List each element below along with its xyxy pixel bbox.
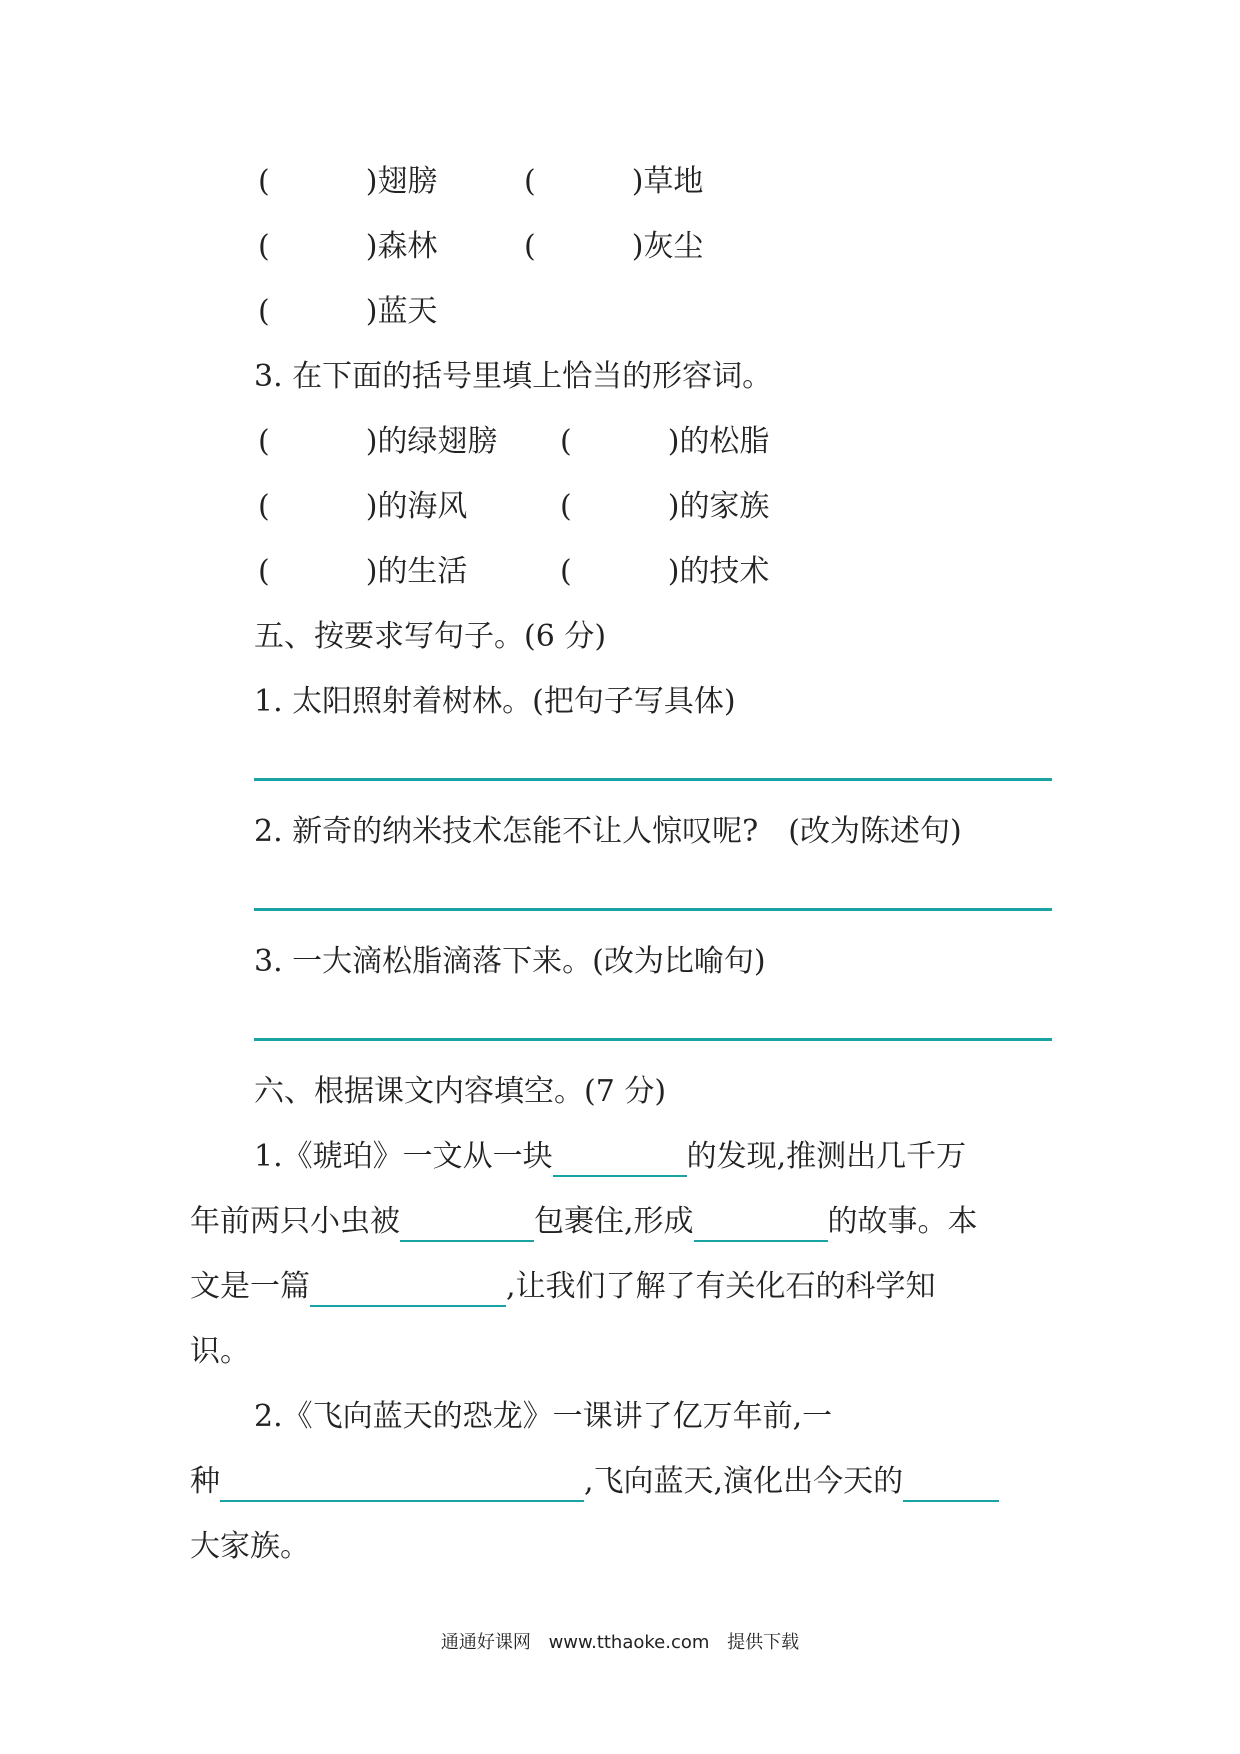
q2-item (258, 162, 437, 202)
text: 种 (190, 1464, 220, 1499)
footer-suffix: 提供下载 (727, 1632, 800, 1653)
section5-question: 3. 一大滴松脂滴落下来。(改为比喻句) (254, 944, 766, 979)
footer-url[interactable]: www.tthaoke.com (548, 1632, 710, 1653)
close-bracket: ) (365, 164, 378, 199)
q2-item (258, 292, 437, 332)
q2-item (524, 162, 703, 202)
text: 文是一篇 (190, 1269, 310, 1304)
q2-line (190, 1462, 999, 1502)
close-bracket: ) (365, 229, 378, 264)
answer-line[interactable] (254, 778, 1052, 781)
q3-item (560, 552, 769, 592)
fill-blank[interactable] (694, 1206, 828, 1242)
open-bracket: ( (560, 489, 572, 524)
section6-heading: 六、根据课文内容填空。(7 分) (254, 1074, 667, 1109)
q3-item (560, 487, 769, 527)
q3-item (258, 422, 497, 462)
footer-site-name: 通通好课网 (440, 1632, 531, 1653)
item-word: 灰尘 (643, 229, 704, 264)
answer-line[interactable] (254, 908, 1052, 911)
q3-item (258, 487, 467, 527)
open-bracket: ( (258, 554, 270, 589)
close-bracket: ) (365, 554, 378, 589)
fill-blank[interactable] (310, 1271, 506, 1307)
item-word: 草地 (643, 164, 704, 199)
text: 的发现,推测出几千万 (686, 1139, 967, 1174)
q2-item (258, 227, 437, 267)
close-bracket: ) (631, 164, 644, 199)
open-bracket: ( (524, 164, 536, 199)
q2-item (524, 227, 703, 267)
open-bracket: ( (560, 554, 572, 589)
item-word: 森林 (377, 229, 438, 264)
open-bracket: ( (524, 229, 536, 264)
text: 的故事。本 (827, 1204, 978, 1239)
open-bracket: ( (258, 229, 270, 264)
q1-line: 识。 (190, 1334, 250, 1369)
item-word: 的家族 (679, 489, 770, 524)
fill-blank[interactable] (400, 1206, 534, 1242)
open-bracket: ( (560, 424, 572, 459)
q3-prompt: 3. 在下面的括号里填上恰当的形容词。 (254, 359, 773, 394)
item-word: 的海风 (377, 489, 468, 524)
fill-blank[interactable] (220, 1466, 584, 1502)
close-bracket: ) (667, 554, 680, 589)
close-bracket: ) (631, 229, 644, 264)
text: ,让我们了解了有关化石的科学知 (506, 1269, 936, 1304)
item-word: 蓝天 (377, 294, 438, 329)
close-bracket: ) (365, 489, 378, 524)
q1-line (190, 1202, 978, 1242)
text: 年前两只小虫被 (190, 1204, 400, 1239)
section5-question: 2. 新奇的纳米技术怎能不让人惊叹呢? (改为陈述句) (254, 814, 962, 849)
open-bracket: ( (258, 424, 270, 459)
item-word: 的生活 (377, 554, 468, 589)
item-word: 的绿翅膀 (377, 424, 498, 459)
q1-line (254, 1137, 966, 1177)
footer (0, 1628, 1240, 1654)
open-bracket: ( (258, 164, 270, 199)
section5-question: 1. 太阳照射着树林。(把句子写具体) (254, 684, 736, 719)
q3-item (258, 552, 467, 592)
item-word: 翅膀 (377, 164, 438, 199)
section5-heading: 五、按要求写句子。(6 分) (254, 619, 607, 654)
text: ,飞向蓝天,演化出今天的 (584, 1464, 904, 1499)
fill-blank[interactable] (553, 1141, 687, 1177)
q2-line: 大家族。 (190, 1529, 310, 1564)
close-bracket: ) (667, 489, 680, 524)
open-bracket: ( (258, 489, 270, 524)
q2-line: 2.《飞向蓝天的恐龙》一课讲了亿万年前,一 (254, 1399, 833, 1434)
close-bracket: ) (365, 424, 378, 459)
fill-blank[interactable] (903, 1466, 999, 1502)
item-word: 的松脂 (679, 424, 770, 459)
close-bracket: ) (667, 424, 680, 459)
q3-item (560, 422, 769, 462)
q1-line (190, 1267, 936, 1307)
text: 包裹住,形成 (534, 1204, 694, 1239)
answer-line[interactable] (254, 1038, 1052, 1041)
close-bracket: ) (365, 294, 378, 329)
item-word: 的技术 (679, 554, 770, 589)
open-bracket: ( (258, 294, 270, 329)
text: 1.《琥珀》一文从一块 (254, 1139, 553, 1174)
